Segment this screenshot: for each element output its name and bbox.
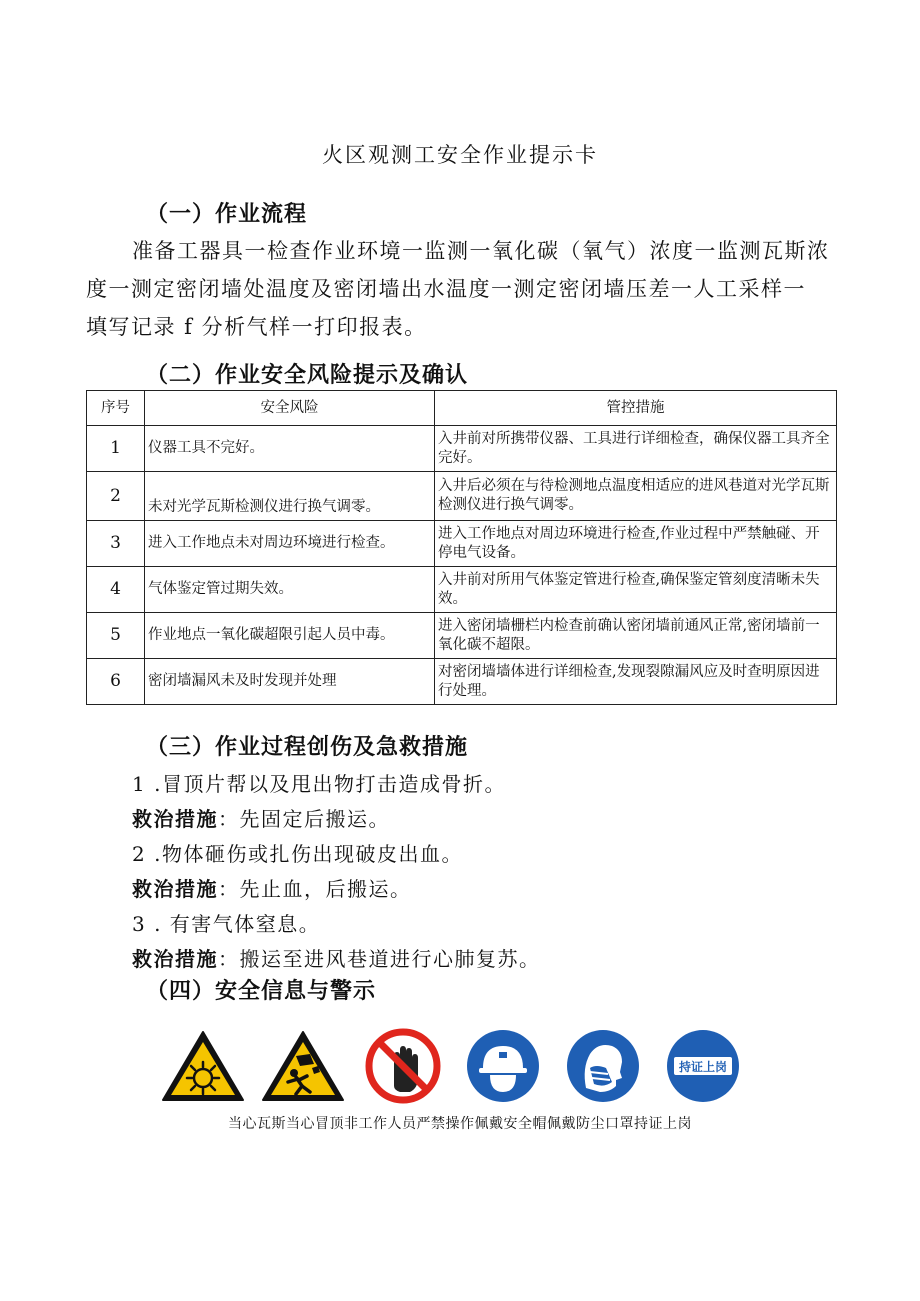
row-risk: 未对光学瓦斯检测仪进行换气调零。 bbox=[145, 472, 435, 521]
certificate-required-icon bbox=[660, 1028, 746, 1104]
treatment-1 bbox=[132, 803, 390, 832]
injury-item-2: 2 .物体砸伤或扎伤出现破皮出血。 bbox=[132, 842, 463, 866]
row-num: 4 bbox=[87, 567, 145, 613]
row-control: 进入工作地点对周边环境进行检查,作业过程中严禁触碰、开停电气设备。 bbox=[435, 521, 837, 567]
risk-table bbox=[86, 390, 837, 705]
row-num: 5 bbox=[87, 613, 145, 659]
treatment-label: 救治措施 bbox=[132, 947, 218, 971]
row-control: 进入密闭墙栅栏内检查前确认密闭墙前通风正常,密闭墙前一氧化碳不超限。 bbox=[435, 613, 837, 659]
table-row bbox=[87, 567, 837, 613]
table-row bbox=[87, 659, 837, 705]
treatment-sep: ： bbox=[218, 947, 240, 971]
table-header-row bbox=[87, 391, 837, 426]
table-row bbox=[87, 613, 837, 659]
row-risk: 作业地点一氧化碳超限引起人员中毒。 bbox=[145, 613, 435, 659]
injury-item-3: 3 . 有害气体窒息。 bbox=[132, 912, 321, 936]
treatment-sep: ： bbox=[218, 877, 240, 901]
table-row bbox=[87, 426, 837, 472]
row-control: 对密闭墙墙体进行详细检查,发现裂隙漏风应及时查明原因进行处理。 bbox=[435, 659, 837, 705]
roof-fall-warning-icon bbox=[260, 1028, 346, 1104]
injury-item-1: 1 .冒顶片帮以及甩出物打击造成骨折。 bbox=[132, 772, 506, 796]
treatment-text: 先止血，后搬运。 bbox=[239, 877, 412, 901]
section3-heading: （三）作业过程创伤及急救措施 bbox=[146, 735, 469, 760]
treatment-text: 搬运至进风巷道进行心肺复苏。 bbox=[239, 947, 541, 971]
header-control: 管控措施 bbox=[435, 391, 837, 426]
row-num: 2 bbox=[87, 472, 145, 521]
treatment-label: 救治措施 bbox=[132, 877, 218, 901]
page-title: 火区观测工安全作业提示卡 bbox=[322, 143, 598, 167]
row-control: 入井前对所携带仪器、工具进行详细检查，确保仪器工具齐全完好。 bbox=[435, 426, 837, 472]
header-num: 序号 bbox=[87, 391, 145, 426]
row-risk: 进入工作地点未对周边环境进行检查。 bbox=[145, 521, 435, 567]
header-risk: 安全风险 bbox=[145, 391, 435, 426]
dust-mask-required-icon bbox=[560, 1028, 646, 1104]
row-control: 入井前对所用气体鉴定管进行检查,确保鉴定管刻度清晰未失效。 bbox=[435, 567, 837, 613]
treatment-2 bbox=[132, 873, 412, 902]
gas-warning-icon bbox=[160, 1028, 246, 1104]
row-num: 3 bbox=[87, 521, 145, 567]
section1-heading: （一）作业流程 bbox=[146, 202, 308, 227]
row-num: 6 bbox=[87, 659, 145, 705]
signs-caption: 当心瓦斯当心冒顶非工作人员严禁操作佩戴安全帽佩戴防尘口罩持证上岗 bbox=[228, 1116, 692, 1132]
helmet-required-icon bbox=[460, 1028, 546, 1104]
safety-signs bbox=[160, 1028, 760, 1104]
workflow-line-3: 填写记录 f 分析气样一打印报表。 bbox=[86, 315, 427, 339]
treatment-sep: ： bbox=[218, 807, 240, 831]
no-touch-icon bbox=[360, 1028, 446, 1104]
table-row bbox=[87, 472, 837, 521]
treatment-label: 救治措施 bbox=[132, 807, 218, 831]
row-num: 1 bbox=[87, 426, 145, 472]
treatment-3 bbox=[132, 943, 541, 972]
table-row bbox=[87, 521, 837, 567]
sign6-text: 持证上岗 bbox=[678, 1060, 728, 1074]
row-risk: 气体鉴定管过期失效。 bbox=[145, 567, 435, 613]
row-control: 入井后必须在与待检测地点温度相适应的进风巷道对光学瓦斯检测仪进行换气调零。 bbox=[435, 472, 837, 521]
workflow-line-2: 度一测定密闭墙处温度及密闭墙出水温度一测定密闭墙压差一人工采样一 bbox=[86, 277, 806, 301]
workflow-line-1: 准备工器具一检查作业环境一监测一氧化碳（氧气）浓度一监测瓦斯浓 bbox=[132, 239, 830, 263]
section4-heading: （四）安全信息与警示 bbox=[146, 979, 377, 1004]
section2-heading: （二）作业安全风险提示及确认 bbox=[146, 363, 469, 388]
row-risk: 密闭墙漏风未及时发现并处理 bbox=[145, 659, 435, 705]
treatment-text: 先固定后搬运。 bbox=[239, 807, 390, 831]
row-risk: 仪器工具不完好。 bbox=[145, 426, 435, 472]
